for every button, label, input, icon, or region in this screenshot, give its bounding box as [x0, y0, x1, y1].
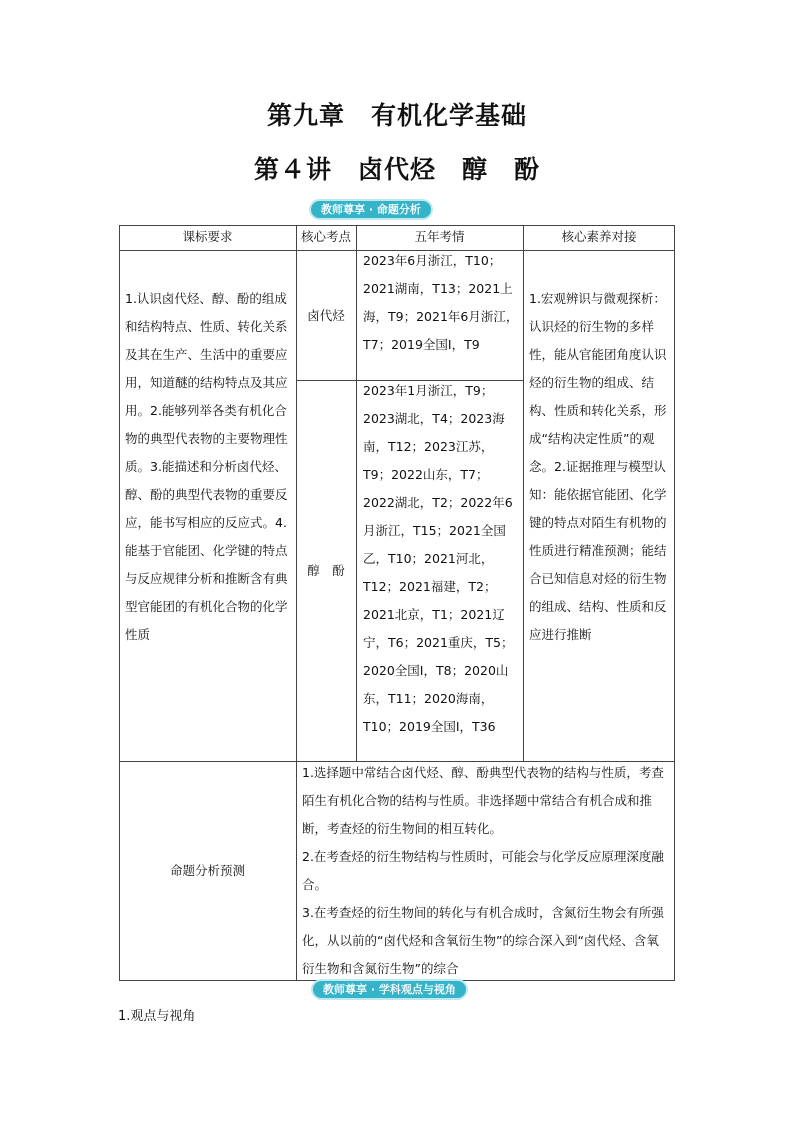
topic-alcohol-phenol: 醇 酚: [307, 563, 345, 578]
topic-haloalkane: 卤代烃: [307, 307, 345, 323]
exams-alcohol-phenol: 2023年1月浙江，T9；2023湖北，T4；2023海南，T12；2023江苏，T9；2022山东，T7；2022湖北，T2；2022年6月浙江，T15；2021全国乙，T10；2021河北，T12；2021福建，T2；2021北京，T1；2021辽宁，T6；2021重庆，T5；2020全国Ⅰ，T8；2020山东，T11；2020海南，T10；2019全国Ⅰ，T36: [363, 383, 514, 734]
header-literacy: 核心素养对接: [561, 229, 637, 244]
exams-haloalkane: 2023年6月浙江，T10；2021湖南，T13；2021上海，T9；2021年6月浙江，T7；2019全国Ⅰ，T9: [363, 253, 519, 352]
prediction-content: [302, 759, 670, 983]
requirements-cell: 1.认识卤代烃、醇、酚的组成和结构特点、性质、转化关系及其在生产、生活中的重要应用，知道醚的结构特点及其应用。2.能够列举各类有机化合物的典型代表物的主要物理性质。3.能描述和分析卤代烃、醇、酚的典型代表物的重要反应，能书写相应的反应式。4.能基于官能团、化学键的特点与反应规律分析和推断含有典型官能团的有机化合物的化学性质: [125, 291, 288, 642]
prediction-point-1: 1.选择题中常结合卤代烃、醇、酚典型代表物的结构与性质，考查陌生有机化合物的结构与性质。非选择题中常结合有机合成和推断，考查烃的衍生物间的相互转化。: [302, 765, 664, 836]
lecture-title: 第４讲 卤代烃 醇 酚: [253, 155, 540, 184]
header-requirements: 课标要求: [182, 229, 233, 244]
prediction-point-3: 3.在考查烃的衍生物间的转化与有机合成时，含氮衍生物会有所强化，从以前的“卤代烃和含氧衍生物”的综合深入到“卤代烃、含氧衍生物和含氮衍生物”的综合: [302, 905, 664, 976]
teacher-banner-perspective: 教师尊享 · 学科观点与视角: [313, 981, 466, 998]
prediction-label: 命题分析预测: [169, 863, 245, 878]
header-exam-history: 五年考情: [414, 229, 465, 244]
section-heading: 1.观点与视角: [118, 1009, 196, 1024]
literacy-cell: 1.宏观辨识与微观探析：认识烃的衍生物的多样性，能从官能团角度认识烃的衍生物的组成、结构、性质和转化关系，形成“结构决定性质”的观念。2.证据推理与模型认知：能依据官能团、化学键的特点对陌生有机物的性质进行精准预测；能结合已知信息对烃的衍生物的组成、结构、性质和反应进行推断: [529, 291, 667, 642]
teacher-banner-analysis: 教师尊享 · 命题分析: [311, 201, 431, 218]
analysis-table: [119, 225, 675, 981]
chapter-title: 第九章 有机化学基础: [266, 101, 527, 130]
header-core-topic: 核心考点: [300, 229, 351, 244]
prediction-point-2: 2.在考查烃的衍生物结构与性质时，可能会与化学反应原理深度融合。: [302, 849, 664, 892]
